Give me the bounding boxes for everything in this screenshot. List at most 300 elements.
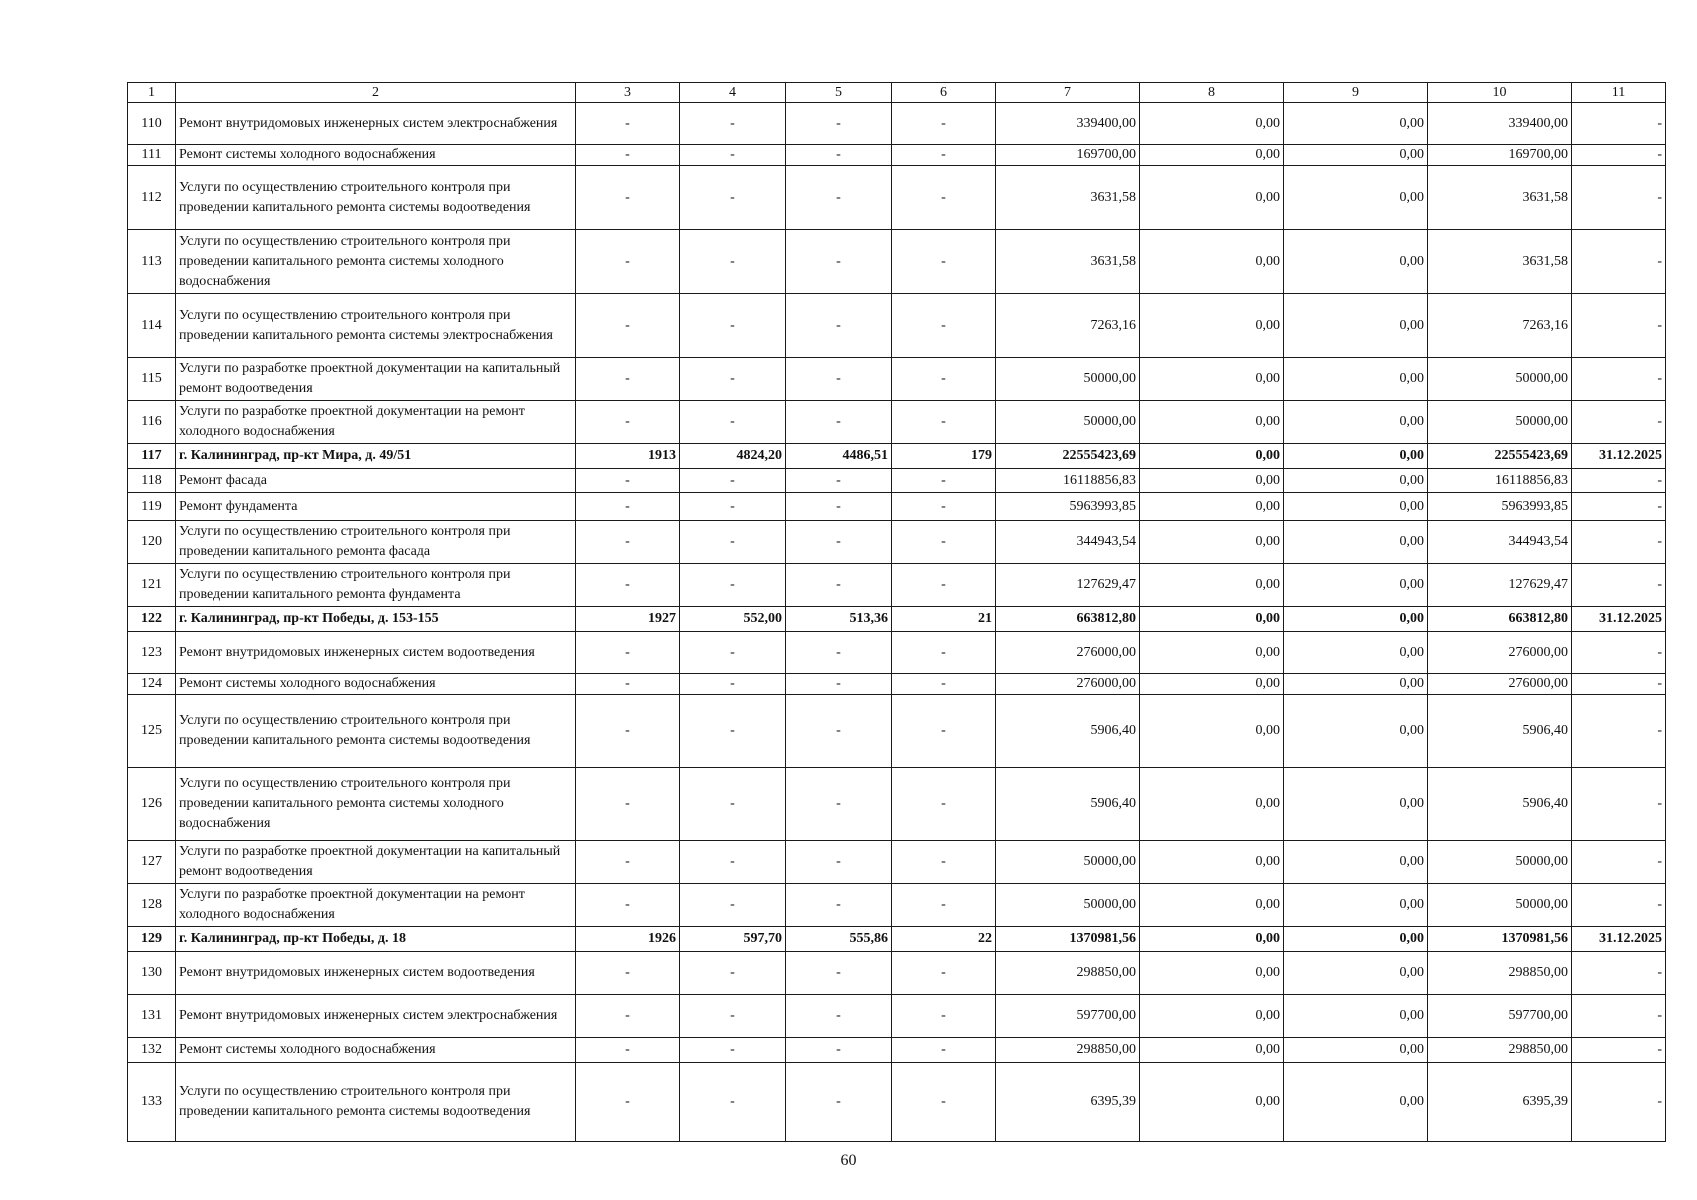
col-8-cell: 0,00 [1140,1038,1284,1063]
column-header: 1 [128,83,176,103]
col-11-cell: - [1572,103,1666,145]
col-10-cell: 16118856,83 [1428,469,1572,493]
col-6-cell: - [892,674,996,695]
row-number-cell: 116 [128,401,176,444]
col-6-cell: - [892,358,996,401]
col-8-cell: 0,00 [1140,294,1284,358]
col-5-cell: - [786,564,892,607]
col-9-cell: 0,00 [1284,493,1428,521]
col-9-cell: 0,00 [1284,607,1428,632]
col-8-cell: 0,00 [1140,632,1284,674]
col-9-cell: 0,00 [1284,952,1428,995]
row-number-cell: 115 [128,358,176,401]
column-header: 11 [1572,83,1666,103]
col-5-cell: - [786,952,892,995]
table-row [128,358,1666,401]
col-11-cell: - [1572,1038,1666,1063]
col-4-cell: 4824,20 [680,444,786,469]
table-row [128,768,1666,841]
column-header: 6 [892,83,996,103]
col-6-cell: - [892,768,996,841]
col-6-cell: - [892,995,996,1038]
col-11-cell: - [1572,768,1666,841]
col-11-cell: - [1572,1063,1666,1142]
row-number-cell: 121 [128,564,176,607]
col-3-cell: - [576,1038,680,1063]
col-6-cell: - [892,1063,996,1142]
row-number-cell: 112 [128,166,176,230]
column-number-row [128,83,1666,103]
col-3-cell: - [576,995,680,1038]
col-3-cell: - [576,145,680,166]
table-row [128,632,1666,674]
col-7-cell: 3631,58 [996,230,1140,294]
col-11-cell: - [1572,145,1666,166]
table-row [128,166,1666,230]
col-10-cell: 50000,00 [1428,358,1572,401]
description-cell: Ремонт внутридомовых инженерных систем водоотведения [176,952,576,995]
col-7-cell: 276000,00 [996,674,1140,695]
col-11-cell: - [1572,401,1666,444]
col-6-cell: - [892,632,996,674]
col-7-cell: 298850,00 [996,952,1140,995]
description-cell: Услуги по осуществлению строительного контроля при проведении капитального ремонта системы холодного водоснабжения [176,768,576,841]
col-3-cell: - [576,493,680,521]
col-10-cell: 50000,00 [1428,841,1572,884]
col-6-cell: - [892,294,996,358]
col-9-cell: 0,00 [1284,166,1428,230]
col-9-cell: 0,00 [1284,401,1428,444]
row-number-cell: 123 [128,632,176,674]
col-11-cell: 31.12.2025 [1572,444,1666,469]
col-11-cell: - [1572,952,1666,995]
table-row [128,564,1666,607]
col-11-cell: - [1572,493,1666,521]
col-4-cell: - [680,695,786,768]
col-9-cell: 0,00 [1284,103,1428,145]
column-header: 7 [996,83,1140,103]
col-4-cell: - [680,884,786,927]
col-7-cell: 50000,00 [996,884,1140,927]
col-10-cell: 50000,00 [1428,401,1572,444]
col-5-cell: - [786,166,892,230]
col-10-cell: 22555423,69 [1428,444,1572,469]
description-cell: Услуги по осуществлению строительного контроля при проведении капитального ремонта фундамента [176,564,576,607]
col-8-cell: 0,00 [1140,695,1284,768]
description-cell: Ремонт внутридомовых инженерных систем электроснабжения [176,995,576,1038]
col-10-cell: 298850,00 [1428,1038,1572,1063]
col-11-cell: 31.12.2025 [1572,927,1666,952]
col-9-cell: 0,00 [1284,1063,1428,1142]
col-9-cell: 0,00 [1284,927,1428,952]
col-4-cell: - [680,841,786,884]
row-number-cell: 120 [128,521,176,564]
col-4-cell: - [680,952,786,995]
description-cell: г. Калининград, пр-кт Победы, д. 153-155 [176,607,576,632]
col-9-cell: 0,00 [1284,768,1428,841]
col-4-cell: - [680,521,786,564]
row-number-cell: 113 [128,230,176,294]
col-7-cell: 5963993,85 [996,493,1140,521]
col-7-cell: 597700,00 [996,995,1140,1038]
col-7-cell: 5906,40 [996,768,1140,841]
table-row [128,952,1666,995]
col-11-cell: - [1572,674,1666,695]
col-10-cell: 276000,00 [1428,632,1572,674]
row-number-cell: 110 [128,103,176,145]
col-9-cell: 0,00 [1284,230,1428,294]
column-header: 9 [1284,83,1428,103]
col-3-cell: - [576,166,680,230]
row-number-cell: 114 [128,294,176,358]
col-6-cell: 179 [892,444,996,469]
col-4-cell: - [680,1038,786,1063]
col-10-cell: 6395,39 [1428,1063,1572,1142]
col-3-cell: - [576,230,680,294]
col-7-cell: 16118856,83 [996,469,1140,493]
table-row [128,230,1666,294]
col-8-cell: 0,00 [1140,166,1284,230]
col-6-cell: - [892,952,996,995]
col-8-cell: 0,00 [1140,103,1284,145]
col-4-cell: - [680,358,786,401]
col-4-cell: - [680,401,786,444]
col-7-cell: 6395,39 [996,1063,1140,1142]
col-6-cell: - [892,166,996,230]
col-7-cell: 344943,54 [996,521,1140,564]
col-5-cell: - [786,1063,892,1142]
table-row [128,294,1666,358]
col-10-cell: 3631,58 [1428,166,1572,230]
col-7-cell: 5906,40 [996,695,1140,768]
col-3-cell: - [576,695,680,768]
col-6-cell: - [892,103,996,145]
row-number-cell: 111 [128,145,176,166]
col-7-cell: 663812,80 [996,607,1140,632]
col-3-cell: - [576,674,680,695]
col-4-cell: - [680,166,786,230]
table-body [128,103,1666,1142]
col-9-cell: 0,00 [1284,444,1428,469]
col-6-cell: - [892,695,996,768]
col-8-cell: 0,00 [1140,768,1284,841]
col-5-cell: - [786,521,892,564]
col-9-cell: 0,00 [1284,469,1428,493]
col-7-cell: 7263,16 [996,294,1140,358]
row-number-cell: 125 [128,695,176,768]
col-5-cell: - [786,695,892,768]
description-cell: Ремонт внутридомовых инженерных систем электроснабжения [176,103,576,145]
description-cell: Ремонт системы холодного водоснабжения [176,674,576,695]
col-3-cell: - [576,952,680,995]
col-3-cell: - [576,521,680,564]
col-7-cell: 3631,58 [996,166,1140,230]
col-6-cell: 22 [892,927,996,952]
col-4-cell: 552,00 [680,607,786,632]
col-5-cell: 513,36 [786,607,892,632]
description-cell: Услуги по осуществлению строительного контроля при проведении капитального ремонта системы водоотведения [176,166,576,230]
col-5-cell: - [786,841,892,884]
row-number-cell: 129 [128,927,176,952]
col-4-cell: - [680,632,786,674]
row-number-cell: 130 [128,952,176,995]
col-4-cell: - [680,469,786,493]
col-5-cell: - [786,768,892,841]
description-cell: Услуги по разработке проектной документации на капитальный ремонт водоотведения [176,841,576,884]
description-cell: Услуги по осуществлению строительного контроля при проведении капитального ремонта системы водоотведения [176,1063,576,1142]
col-9-cell: 0,00 [1284,674,1428,695]
table-row [128,103,1666,145]
col-9-cell: 0,00 [1284,564,1428,607]
col-3-cell: - [576,768,680,841]
col-4-cell: - [680,564,786,607]
col-11-cell: - [1572,166,1666,230]
col-5-cell: - [786,995,892,1038]
col-8-cell: 0,00 [1140,401,1284,444]
col-9-cell: 0,00 [1284,884,1428,927]
col-8-cell: 0,00 [1140,521,1284,564]
col-9-cell: 0,00 [1284,841,1428,884]
table-row [128,1063,1666,1142]
col-5-cell: - [786,401,892,444]
col-9-cell: 0,00 [1284,294,1428,358]
col-7-cell: 50000,00 [996,841,1140,884]
col-7-cell: 50000,00 [996,401,1140,444]
col-11-cell: - [1572,841,1666,884]
col-3-cell: - [576,841,680,884]
column-header: 4 [680,83,786,103]
col-4-cell: - [680,230,786,294]
col-8-cell: 0,00 [1140,1063,1284,1142]
col-4-cell: - [680,674,786,695]
col-7-cell: 1370981,56 [996,927,1140,952]
col-6-cell: - [892,1038,996,1063]
row-number-cell: 126 [128,768,176,841]
col-6-cell: - [892,469,996,493]
col-3-cell: - [576,469,680,493]
col-10-cell: 663812,80 [1428,607,1572,632]
col-10-cell: 339400,00 [1428,103,1572,145]
col-4-cell: - [680,145,786,166]
row-number-cell: 131 [128,995,176,1038]
col-9-cell: 0,00 [1284,995,1428,1038]
col-10-cell: 5906,40 [1428,695,1572,768]
row-number-cell: 133 [128,1063,176,1142]
col-10-cell: 127629,47 [1428,564,1572,607]
col-7-cell: 276000,00 [996,632,1140,674]
col-6-cell: - [892,493,996,521]
col-5-cell: - [786,493,892,521]
table-row [128,1038,1666,1063]
table-row [128,145,1666,166]
col-11-cell: - [1572,695,1666,768]
description-cell: Ремонт системы холодного водоснабжения [176,1038,576,1063]
col-3-cell: - [576,632,680,674]
col-10-cell: 5963993,85 [1428,493,1572,521]
column-header: 10 [1428,83,1572,103]
address-summary-row [128,607,1666,632]
col-9-cell: 0,00 [1284,1038,1428,1063]
col-9-cell: 0,00 [1284,145,1428,166]
col-11-cell: - [1572,294,1666,358]
col-5-cell: - [786,103,892,145]
description-cell: Услуги по осуществлению строительного контроля при проведении капитального ремонта системы водоотведения [176,695,576,768]
capital-repair-table [127,82,1666,1142]
address-summary-row [128,927,1666,952]
table-row [128,493,1666,521]
description-cell: г. Калининград, пр-кт Мира, д. 49/51 [176,444,576,469]
table-row [128,674,1666,695]
col-10-cell: 597700,00 [1428,995,1572,1038]
col-8-cell: 0,00 [1140,145,1284,166]
col-5-cell: - [786,230,892,294]
row-number-cell: 119 [128,493,176,521]
col-3-cell: 1913 [576,444,680,469]
col-11-cell: - [1572,521,1666,564]
col-10-cell: 344943,54 [1428,521,1572,564]
table-row [128,995,1666,1038]
row-number-cell: 117 [128,444,176,469]
col-5-cell: 555,86 [786,927,892,952]
col-9-cell: 0,00 [1284,521,1428,564]
col-6-cell: - [892,521,996,564]
description-cell: Услуги по осуществлению строительного контроля при проведении капитального ремонта системы холодного водоснабжения [176,230,576,294]
col-9-cell: 0,00 [1284,695,1428,768]
col-7-cell: 127629,47 [996,564,1140,607]
row-number-cell: 132 [128,1038,176,1063]
col-3-cell: - [576,294,680,358]
col-6-cell: - [892,145,996,166]
col-4-cell: - [680,995,786,1038]
col-6-cell: - [892,884,996,927]
col-9-cell: 0,00 [1284,632,1428,674]
description-cell: Ремонт фасада [176,469,576,493]
col-10-cell: 50000,00 [1428,884,1572,927]
col-4-cell: - [680,103,786,145]
col-4-cell: - [680,294,786,358]
col-6-cell: - [892,401,996,444]
col-6-cell: 21 [892,607,996,632]
col-5-cell: - [786,884,892,927]
col-11-cell: - [1572,358,1666,401]
col-10-cell: 169700,00 [1428,145,1572,166]
table-row [128,401,1666,444]
column-header: 3 [576,83,680,103]
col-4-cell: 597,70 [680,927,786,952]
col-8-cell: 0,00 [1140,927,1284,952]
col-5-cell: - [786,1038,892,1063]
col-10-cell: 7263,16 [1428,294,1572,358]
col-5-cell: - [786,674,892,695]
col-5-cell: 4486,51 [786,444,892,469]
row-number-cell: 128 [128,884,176,927]
description-cell: Услуги по разработке проектной документации на ремонт холодного водоснабжения [176,401,576,444]
col-3-cell: 1926 [576,927,680,952]
col-11-cell: - [1572,469,1666,493]
col-8-cell: 0,00 [1140,607,1284,632]
col-8-cell: 0,00 [1140,884,1284,927]
col-10-cell: 1370981,56 [1428,927,1572,952]
column-header: 8 [1140,83,1284,103]
col-11-cell: - [1572,884,1666,927]
col-3-cell: - [576,358,680,401]
description-cell: Ремонт системы холодного водоснабжения [176,145,576,166]
table-row [128,469,1666,493]
col-8-cell: 0,00 [1140,444,1284,469]
col-6-cell: - [892,564,996,607]
col-11-cell: - [1572,632,1666,674]
page-number: 60 [840,1152,857,1169]
col-3-cell: - [576,103,680,145]
col-8-cell: 0,00 [1140,674,1284,695]
description-cell: Услуги по осуществлению строительного контроля при проведении капитального ремонта системы электроснабжения [176,294,576,358]
col-3-cell: 1927 [576,607,680,632]
col-3-cell: - [576,1063,680,1142]
col-11-cell: - [1572,995,1666,1038]
col-3-cell: - [576,564,680,607]
col-7-cell: 169700,00 [996,145,1140,166]
col-6-cell: - [892,230,996,294]
col-8-cell: 0,00 [1140,564,1284,607]
col-9-cell: 0,00 [1284,358,1428,401]
col-5-cell: - [786,145,892,166]
description-cell: Услуги по разработке проектной документации на капитальный ремонт водоотведения [176,358,576,401]
col-8-cell: 0,00 [1140,995,1284,1038]
col-8-cell: 0,00 [1140,469,1284,493]
col-5-cell: - [786,469,892,493]
col-11-cell: - [1572,564,1666,607]
table-row [128,884,1666,927]
col-6-cell: - [892,841,996,884]
col-7-cell: 298850,00 [996,1038,1140,1063]
row-number-cell: 122 [128,607,176,632]
col-5-cell: - [786,294,892,358]
col-11-cell: - [1572,230,1666,294]
table-row [128,841,1666,884]
col-8-cell: 0,00 [1140,358,1284,401]
col-8-cell: 0,00 [1140,493,1284,521]
column-header: 5 [786,83,892,103]
col-10-cell: 3631,58 [1428,230,1572,294]
description-cell: Услуги по разработке проектной документации на ремонт холодного водоснабжения [176,884,576,927]
col-4-cell: - [680,768,786,841]
table-row [128,521,1666,564]
address-summary-row [128,444,1666,469]
col-5-cell: - [786,632,892,674]
col-8-cell: 0,00 [1140,841,1284,884]
col-3-cell: - [576,401,680,444]
description-cell: г. Калининград, пр-кт Победы, д. 18 [176,927,576,952]
table-row [128,695,1666,768]
col-4-cell: - [680,1063,786,1142]
description-cell: Услуги по осуществлению строительного контроля при проведении капитального ремонта фасада [176,521,576,564]
col-4-cell: - [680,493,786,521]
row-number-cell: 118 [128,469,176,493]
col-7-cell: 50000,00 [996,358,1140,401]
col-7-cell: 22555423,69 [996,444,1140,469]
col-7-cell: 339400,00 [996,103,1140,145]
col-10-cell: 298850,00 [1428,952,1572,995]
col-8-cell: 0,00 [1140,230,1284,294]
row-number-cell: 124 [128,674,176,695]
description-cell: Ремонт внутридомовых инженерных систем водоотведения [176,632,576,674]
description-cell: Ремонт фундамента [176,493,576,521]
col-10-cell: 276000,00 [1428,674,1572,695]
col-8-cell: 0,00 [1140,952,1284,995]
col-11-cell: 31.12.2025 [1572,607,1666,632]
col-10-cell: 5906,40 [1428,768,1572,841]
col-5-cell: - [786,358,892,401]
